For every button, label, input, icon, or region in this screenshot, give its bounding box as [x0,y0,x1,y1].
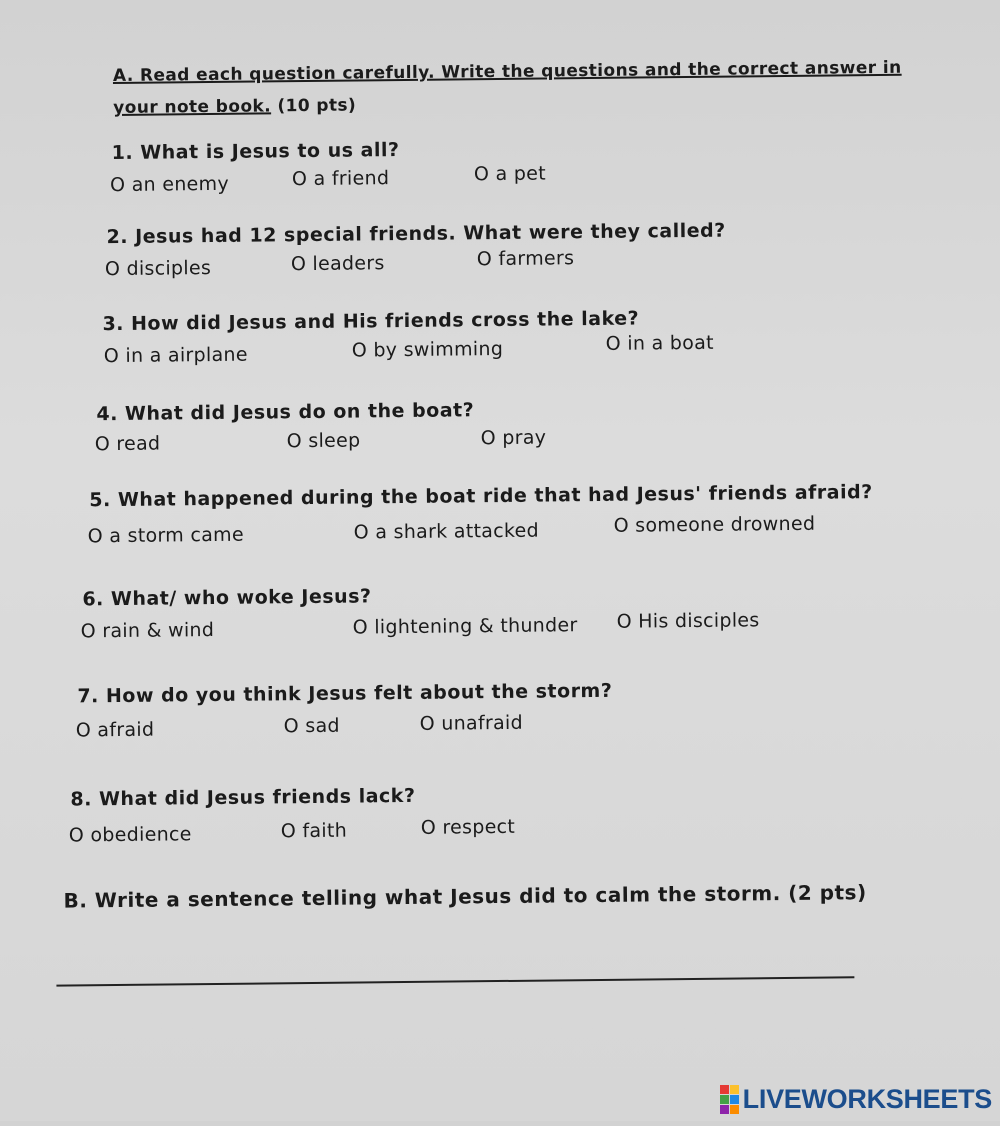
q3-option-2[interactable]: O by swimming [351,337,504,362]
question-3: 3. How did Jesus and His friends cross the lake? [102,307,640,336]
q1-option-3[interactable]: O a pet [473,162,547,186]
answer-line[interactable] [56,976,854,986]
liveworksheets-logo [720,1085,992,1113]
question-6: 6. What/ who woke Jesus? [82,585,372,611]
q3-option-3[interactable]: O in a boat [605,331,714,355]
q1-option-2[interactable]: O a friend [291,167,390,191]
question-1: 1. What is Jesus to us all? [111,139,400,165]
q5-option-2[interactable]: O a shark attacked [353,519,540,544]
q8-option-1[interactable]: O obedience [68,823,192,847]
q4-option-3[interactable]: O pray [480,426,547,450]
logo-block [730,1085,739,1094]
q7-option-2[interactable]: O sad [283,714,340,738]
q8-option-3[interactable]: O respect [420,815,516,839]
liveworksheets-logo-icon [720,1085,739,1114]
question-2: 2. Jesus had 12 special friends. What were they called? [106,219,726,249]
q5-option-1[interactable]: O a storm came [87,523,245,548]
logo-block [720,1105,729,1114]
q4-option-2[interactable]: O sleep [286,429,361,453]
q6-option-3[interactable]: O His disciples [616,609,760,633]
section-a-instructions [113,52,904,124]
q2-option-2[interactable]: O leaders [290,252,385,276]
q5-option-3[interactable]: O someone drowned [613,512,816,537]
logo-block [720,1095,729,1104]
q4-option-1[interactable]: O read [94,432,161,456]
logo-block [730,1095,739,1104]
q3-option-1[interactable]: O in a airplane [103,343,248,368]
logo-block [720,1085,729,1094]
q6-option-1[interactable]: O rain & wind [80,618,215,643]
liveworksheets-logo-text: LIVEWORKSHEETS [742,1083,992,1114]
q1-option-1[interactable]: O an enemy [109,172,230,197]
question-8: 8. What did Jesus friends lack? [70,784,416,811]
q8-option-2[interactable]: O faith [280,819,348,843]
question-7: 7. How do you think Jesus felt about the storm? [77,679,613,708]
q6-option-2[interactable]: O lightening & thunder [352,614,578,639]
q7-option-3[interactable]: O unafraid [419,711,524,735]
question-4: 4. What did Jesus do on the boat? [96,399,475,426]
section-a-instruction-text: A. Read each question carefully. Write the questions and the correct answer in your note book. [112,57,902,119]
q2-option-3[interactable]: O farmers [476,247,575,271]
q2-option-1[interactable]: O disciples [104,257,212,281]
section-b-question: B. Write a sentence telling what Jesus did to calm the storm. (2 pts) [63,880,867,913]
logo-block [730,1105,739,1114]
q7-option-1[interactable]: O afraid [75,718,155,742]
section-a-points: (10 pts) [277,95,357,117]
question-5: 5. What happened during the boat ride that had Jesus' friends afraid? [89,481,873,512]
